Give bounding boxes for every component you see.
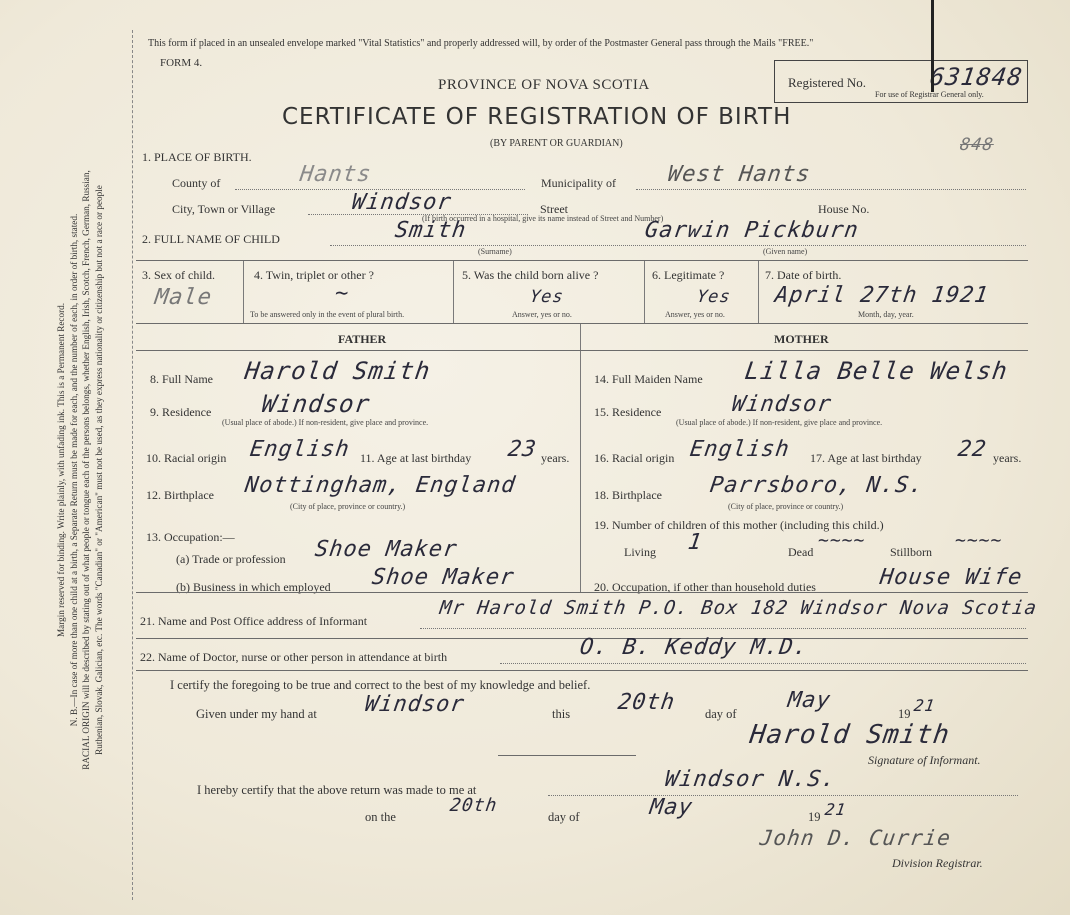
- father-heading: FATHER: [338, 332, 387, 346]
- alive-value: Yes: [528, 287, 566, 307]
- twin-value: ~: [333, 281, 352, 306]
- mother-heading: MOTHER: [774, 332, 829, 346]
- reg-year-prefix: 19: [808, 810, 821, 824]
- surname-caption: (Surname): [478, 247, 512, 256]
- dob-label: 7. Date of birth.: [765, 268, 842, 282]
- certificate-title: CERTIFICATE OF REGISTRATION OF BIRTH: [282, 104, 792, 130]
- mother-race-label: 16. Racial origin: [594, 451, 675, 465]
- father-business-value: Shoe Maker: [370, 565, 517, 590]
- living-label: Living: [624, 545, 656, 559]
- registrar-text: I hereby certify that the above return was made to me at: [197, 783, 477, 797]
- signature-caption: Signature of Informant.: [868, 753, 981, 767]
- sex-value: Male: [153, 285, 214, 310]
- dead-label: Dead: [788, 545, 814, 559]
- father-residence-label: 9. Residence: [150, 405, 212, 419]
- legit-value: Yes: [695, 287, 733, 307]
- certificate-subtitle: (BY PARENT OR GUARDIAN): [490, 138, 623, 149]
- informant-signature: Harold Smith: [747, 720, 952, 750]
- doctor-line: [500, 663, 1026, 664]
- child-name-line: [330, 245, 1026, 246]
- legit-note: Answer, yes or no.: [665, 310, 725, 319]
- given-place: Windsor: [363, 692, 467, 717]
- mailing-notice: This form if placed in an unsealed envelope marked "Vital Statistics" and properly addressed will, by order of the Postmaster General pass through the Mails "FREE.": [148, 38, 814, 49]
- father-race-label: 10. Racial origin: [146, 451, 227, 465]
- province-heading: PROVINCE OF NOVA SCOTIA: [438, 77, 650, 93]
- this-label: this: [552, 707, 571, 721]
- child-given-value: Garwin Pickburn: [643, 218, 861, 243]
- stillborn-value: ~~~~: [953, 530, 1004, 551]
- municipality-label: Municipality of: [541, 176, 616, 190]
- rule: [136, 323, 1028, 324]
- city-label: City, Town or Village: [172, 202, 276, 216]
- sex-label: 3. Sex of child.: [142, 268, 215, 282]
- reg-month: May: [648, 795, 695, 820]
- father-age-unit: years.: [541, 451, 570, 465]
- mother-name-value: Lilla Belle Welsh: [743, 357, 1010, 385]
- rule: [136, 350, 1028, 351]
- doctor-label: 22. Name of Doctor, nurse or other person in attendance at birth: [140, 650, 448, 664]
- county-value: Hants: [298, 162, 373, 187]
- mother-residence-label: 15. Residence: [594, 405, 662, 419]
- margin-line-2: N. B.—In case of more than one child at a birth, a Separate Return must be made for each, and the number of each, in order of birth, stated.: [68, 213, 79, 727]
- registrar-place-line: [548, 795, 1018, 796]
- city-value: Windsor: [350, 190, 454, 215]
- registrar-general-note: For use of Registrar General only.: [875, 90, 984, 99]
- informant-label: 21. Name and Post Office address of Informant: [140, 614, 368, 628]
- year-prefix: 19: [898, 707, 911, 721]
- blank-rule: [498, 755, 636, 756]
- dayof-label: day of: [705, 707, 737, 721]
- dob-value: April 27th 1921: [773, 283, 991, 308]
- registrar-signature: John D. Currie: [758, 826, 953, 850]
- mother-name-label: 14. Full Maiden Name: [594, 372, 703, 386]
- place-of-birth-heading: 1. PLACE OF BIRTH.: [142, 150, 252, 164]
- child-name-label: 2. FULL NAME OF CHILD: [142, 232, 280, 246]
- living-value: 1: [686, 530, 705, 555]
- father-birthplace-value: Nottingham, England: [243, 473, 518, 498]
- margin-line-1: Margin reserved for binding. Write plainly, with unfading ink. This is a Permanent Record.: [56, 302, 66, 638]
- twin-note: To be answered only in the event of plural birth.: [250, 310, 405, 319]
- reg-dayof-label: day of: [548, 810, 580, 824]
- father-birthplace-label: 12. Birthplace: [146, 488, 214, 502]
- street-label: Street: [540, 202, 568, 216]
- mother-race-value: English: [688, 437, 792, 462]
- registrar-place: Windsor N.S.: [663, 767, 838, 792]
- mother-birthplace-note: (City of place, province or country.): [728, 502, 844, 511]
- mother-occupation-label: 20. Occupation, if other than household duties: [594, 580, 816, 594]
- informant-line: [420, 628, 1026, 629]
- margin-line-4: Ruthenian, Slovak, Galician, etc. The words "Canadian" or "American" must not be used, as they express nationality or citizenship but not a race or people: [93, 185, 104, 755]
- informant-value: Mr Harold Smith P.O. Box 182 Windsor Nova Scotia: [438, 597, 1039, 619]
- dob-note: Month, day, year.: [858, 310, 914, 319]
- hospital-note: (If birth occurred in a hospital, give its name instead of Street and Number): [422, 214, 664, 223]
- divider: [758, 261, 759, 323]
- house-no-label: House No.: [818, 202, 870, 216]
- mother-children-label: 19. Number of children of this mother (including this child.): [594, 518, 884, 532]
- father-residence-value: Windsor: [260, 390, 373, 418]
- municipality-line: [636, 189, 1026, 190]
- child-surname-value: Smith: [393, 218, 468, 243]
- day-value: 20th: [616, 690, 677, 715]
- rule: [136, 592, 1028, 593]
- rule: [136, 670, 1028, 671]
- mother-age-label: 17. Age at last birthday: [810, 451, 922, 465]
- parents-divider: [580, 324, 581, 592]
- divider: [644, 261, 645, 323]
- mother-age-value: 22: [956, 437, 989, 462]
- alive-note: Answer, yes or no.: [512, 310, 572, 319]
- alive-label: 5. Was the child born alive ?: [462, 268, 599, 282]
- mother-residence-note: (Usual place of abode.) If non-resident, give place and province.: [676, 418, 883, 427]
- father-race-value: English: [248, 437, 352, 462]
- mother-occupation-value: House Wife: [878, 565, 1025, 590]
- mother-birthplace-value: Parrsboro, N.S.: [708, 473, 926, 498]
- father-business-label: (b) Business in which employed: [176, 580, 331, 594]
- registrar-caption: Division Registrar.: [892, 856, 983, 870]
- mother-residence-value: Windsor: [730, 392, 834, 417]
- mother-birthplace-label: 18. Birthplace: [594, 488, 662, 502]
- father-birthplace-note: (City of place, province or country.): [290, 502, 406, 511]
- father-occupation-label: 13. Occupation:—: [146, 530, 235, 544]
- registered-no-label: Registered No.: [788, 75, 866, 90]
- municipality-value: West Hants: [666, 162, 813, 187]
- year-value: 21: [912, 696, 937, 715]
- mother-age-unit: years.: [993, 451, 1022, 465]
- rule: [136, 260, 1028, 261]
- binding-margin-line: [132, 30, 133, 900]
- on-the-label: on the: [365, 810, 396, 824]
- stillborn-label: Stillborn: [890, 545, 933, 559]
- corner-number: 848: [958, 135, 996, 155]
- twin-label: 4. Twin, triplet or other ?: [254, 268, 374, 282]
- form-number: FORM 4.: [160, 57, 203, 69]
- father-trade-value: Shoe Maker: [313, 537, 460, 562]
- reg-day: 20th: [448, 795, 499, 816]
- father-residence-note: (Usual place of abode.) If non-resident, give place and province.: [222, 418, 429, 427]
- reg-year: 21: [823, 800, 848, 819]
- margin-line-3: RACIAL ORIGIN will be described by stating out of what people or tongue each of the persons belongs, whether English, Irish, Scotch, French, German, Russian,: [81, 170, 91, 770]
- county-label: County of: [172, 176, 221, 190]
- divider: [243, 261, 244, 323]
- father-name-value: Harold Smith: [243, 357, 433, 385]
- registered-no-value: 631848: [928, 63, 1025, 91]
- dead-value: ~~~~: [816, 530, 867, 551]
- given-caption: (Given name): [763, 247, 808, 256]
- margin-instructions: [55, 50, 105, 890]
- ink-stroke: [931, 0, 934, 92]
- month-value: May: [786, 688, 833, 713]
- father-name-label: 8. Full Name: [150, 372, 213, 386]
- legit-label: 6. Legitimate ?: [652, 268, 725, 282]
- father-age-label: 11. Age at last birthday: [360, 451, 472, 465]
- divider: [453, 261, 454, 323]
- father-age-value: 23: [506, 437, 539, 462]
- given-label: Given under my hand at: [196, 707, 317, 721]
- certify-text: I certify the foregoing to be true and correct to the best of my knowledge and belief.: [170, 678, 591, 692]
- doctor-value: O. B. Keddy M.D.: [578, 635, 810, 660]
- father-trade-label: (a) Trade or profession: [176, 552, 286, 566]
